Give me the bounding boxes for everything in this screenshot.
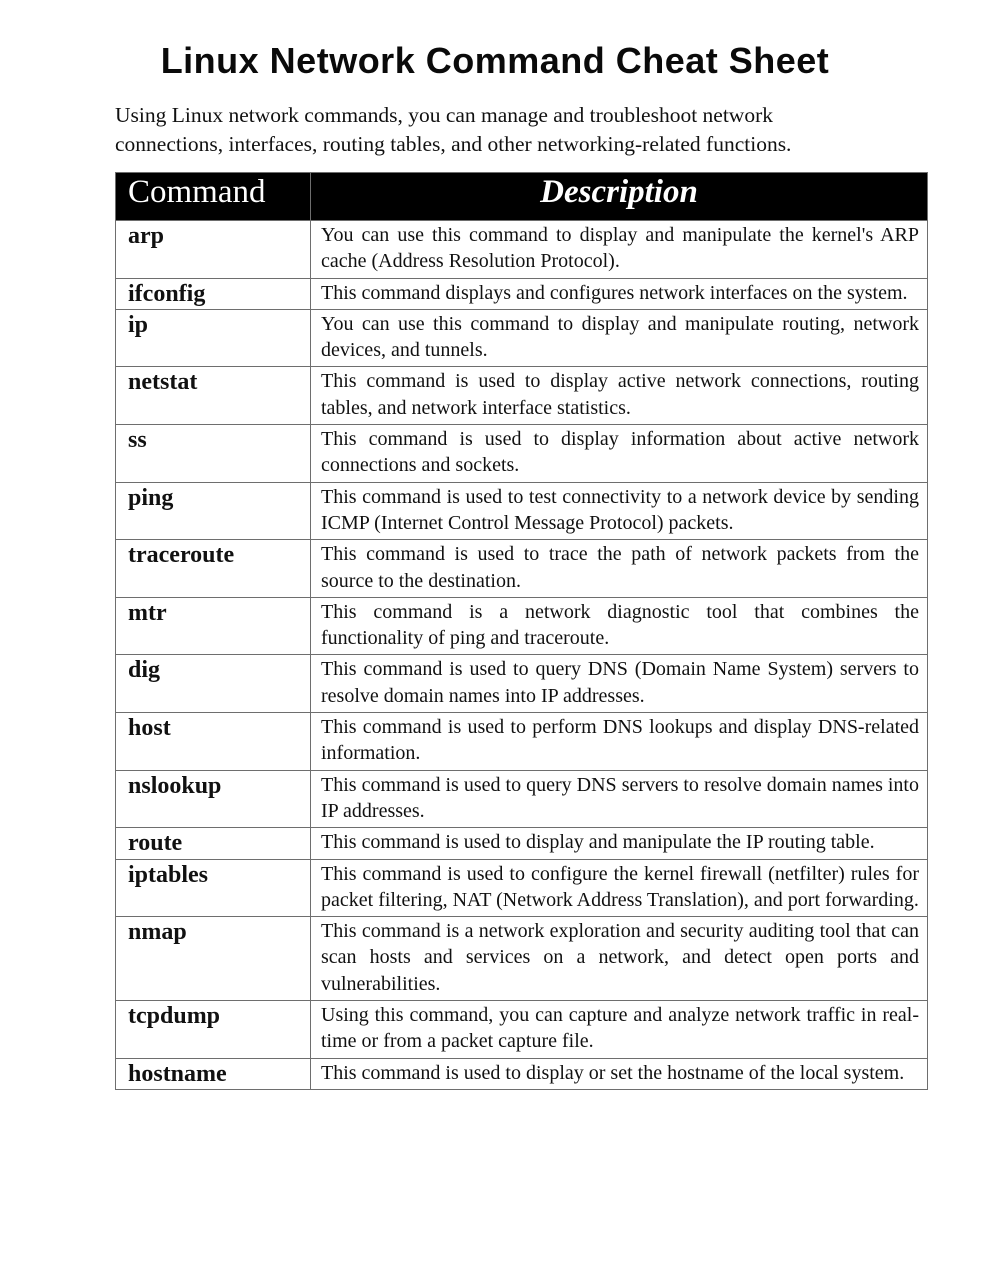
command-cell: netstat — [116, 367, 311, 425]
table-row — [116, 221, 928, 279]
description-cell: This command is used to display information about active network connections and sockets. — [311, 425, 928, 483]
command-cell: traceroute — [116, 540, 311, 598]
command-cell: ip — [116, 309, 311, 367]
table-row — [116, 655, 928, 713]
description-cell: This command is used to configure the kernel firewall (netfilter) rules for packet filtering, NAT (Network Address Translation), and port forwarding. — [311, 859, 928, 917]
intro-paragraph: Using Linux network commands, you can manage and troubleshoot network connections, interfaces, routing tables, and other networking-related functions. — [115, 103, 792, 156]
command-cell: ifconfig — [116, 278, 311, 309]
command-cell: arp — [116, 221, 311, 279]
table-row — [116, 367, 928, 425]
description-cell: Using this command, you can capture and analyze network traffic in real-time or from a packet capture file. — [311, 1001, 928, 1059]
table-row — [116, 1058, 928, 1089]
table-row — [116, 309, 928, 367]
table-row — [116, 540, 928, 598]
description-cell: This command is used to trace the path of network packets from the source to the destination. — [311, 540, 928, 598]
table-row — [116, 482, 928, 540]
column-header-command: Command — [116, 173, 311, 221]
description-cell: This command is used to test connectivity to a network device by sending ICMP (Internet Control Message Protocol) packets. — [311, 482, 928, 540]
description-cell: This command is a network diagnostic tool that combines the functionality of ping and traceroute. — [311, 597, 928, 655]
description-cell: You can use this command to display and manipulate the kernel's ARP cache (Address Resolution Protocol). — [311, 221, 928, 279]
description-cell: This command is used to query DNS servers to resolve domain names into IP addresses. — [311, 770, 928, 828]
table-row — [116, 828, 928, 859]
description-cell: This command is used to display active network connections, routing tables, and network interface statistics. — [311, 367, 928, 425]
column-header-description: Description — [311, 173, 928, 221]
description-cell: This command is a network exploration and security auditing tool that can scan hosts and services on a network, and detect open ports and vulnerabilities. — [311, 917, 928, 1001]
command-cell: tcpdump — [116, 1001, 311, 1059]
command-cell: nmap — [116, 917, 311, 1001]
description-cell: You can use this command to display and manipulate routing, network devices, and tunnels. — [311, 309, 928, 367]
command-cell: route — [116, 828, 311, 859]
command-cell: mtr — [116, 597, 311, 655]
description-cell: This command is used to display and manipulate the IP routing table. — [311, 828, 928, 859]
table-row — [116, 278, 928, 309]
description-cell: This command is used to display or set the hostname of the local system. — [311, 1058, 928, 1089]
table-row — [116, 770, 928, 828]
command-cell: ping — [116, 482, 311, 540]
command-cell: nslookup — [116, 770, 311, 828]
table-row — [116, 859, 928, 917]
command-cell: host — [116, 713, 311, 771]
table-row — [116, 425, 928, 483]
table-row — [116, 1001, 928, 1059]
table-row — [116, 597, 928, 655]
table-row — [116, 713, 928, 771]
command-cell: ss — [116, 425, 311, 483]
table-row — [116, 917, 928, 1001]
command-cell: hostname — [116, 1058, 311, 1089]
command-cell: dig — [116, 655, 311, 713]
description-cell: This command is used to perform DNS lookups and display DNS-related information. — [311, 713, 928, 771]
command-cell: iptables — [116, 859, 311, 917]
description-cell: This command displays and configures network interfaces on the system. — [311, 278, 928, 309]
page-title: Linux Network Command Cheat Sheet — [160, 40, 830, 81]
command-table — [115, 172, 928, 1090]
description-cell: This command is used to query DNS (Domain Name System) servers to resolve domain names into IP addresses. — [311, 655, 928, 713]
table-header-row — [116, 173, 928, 221]
